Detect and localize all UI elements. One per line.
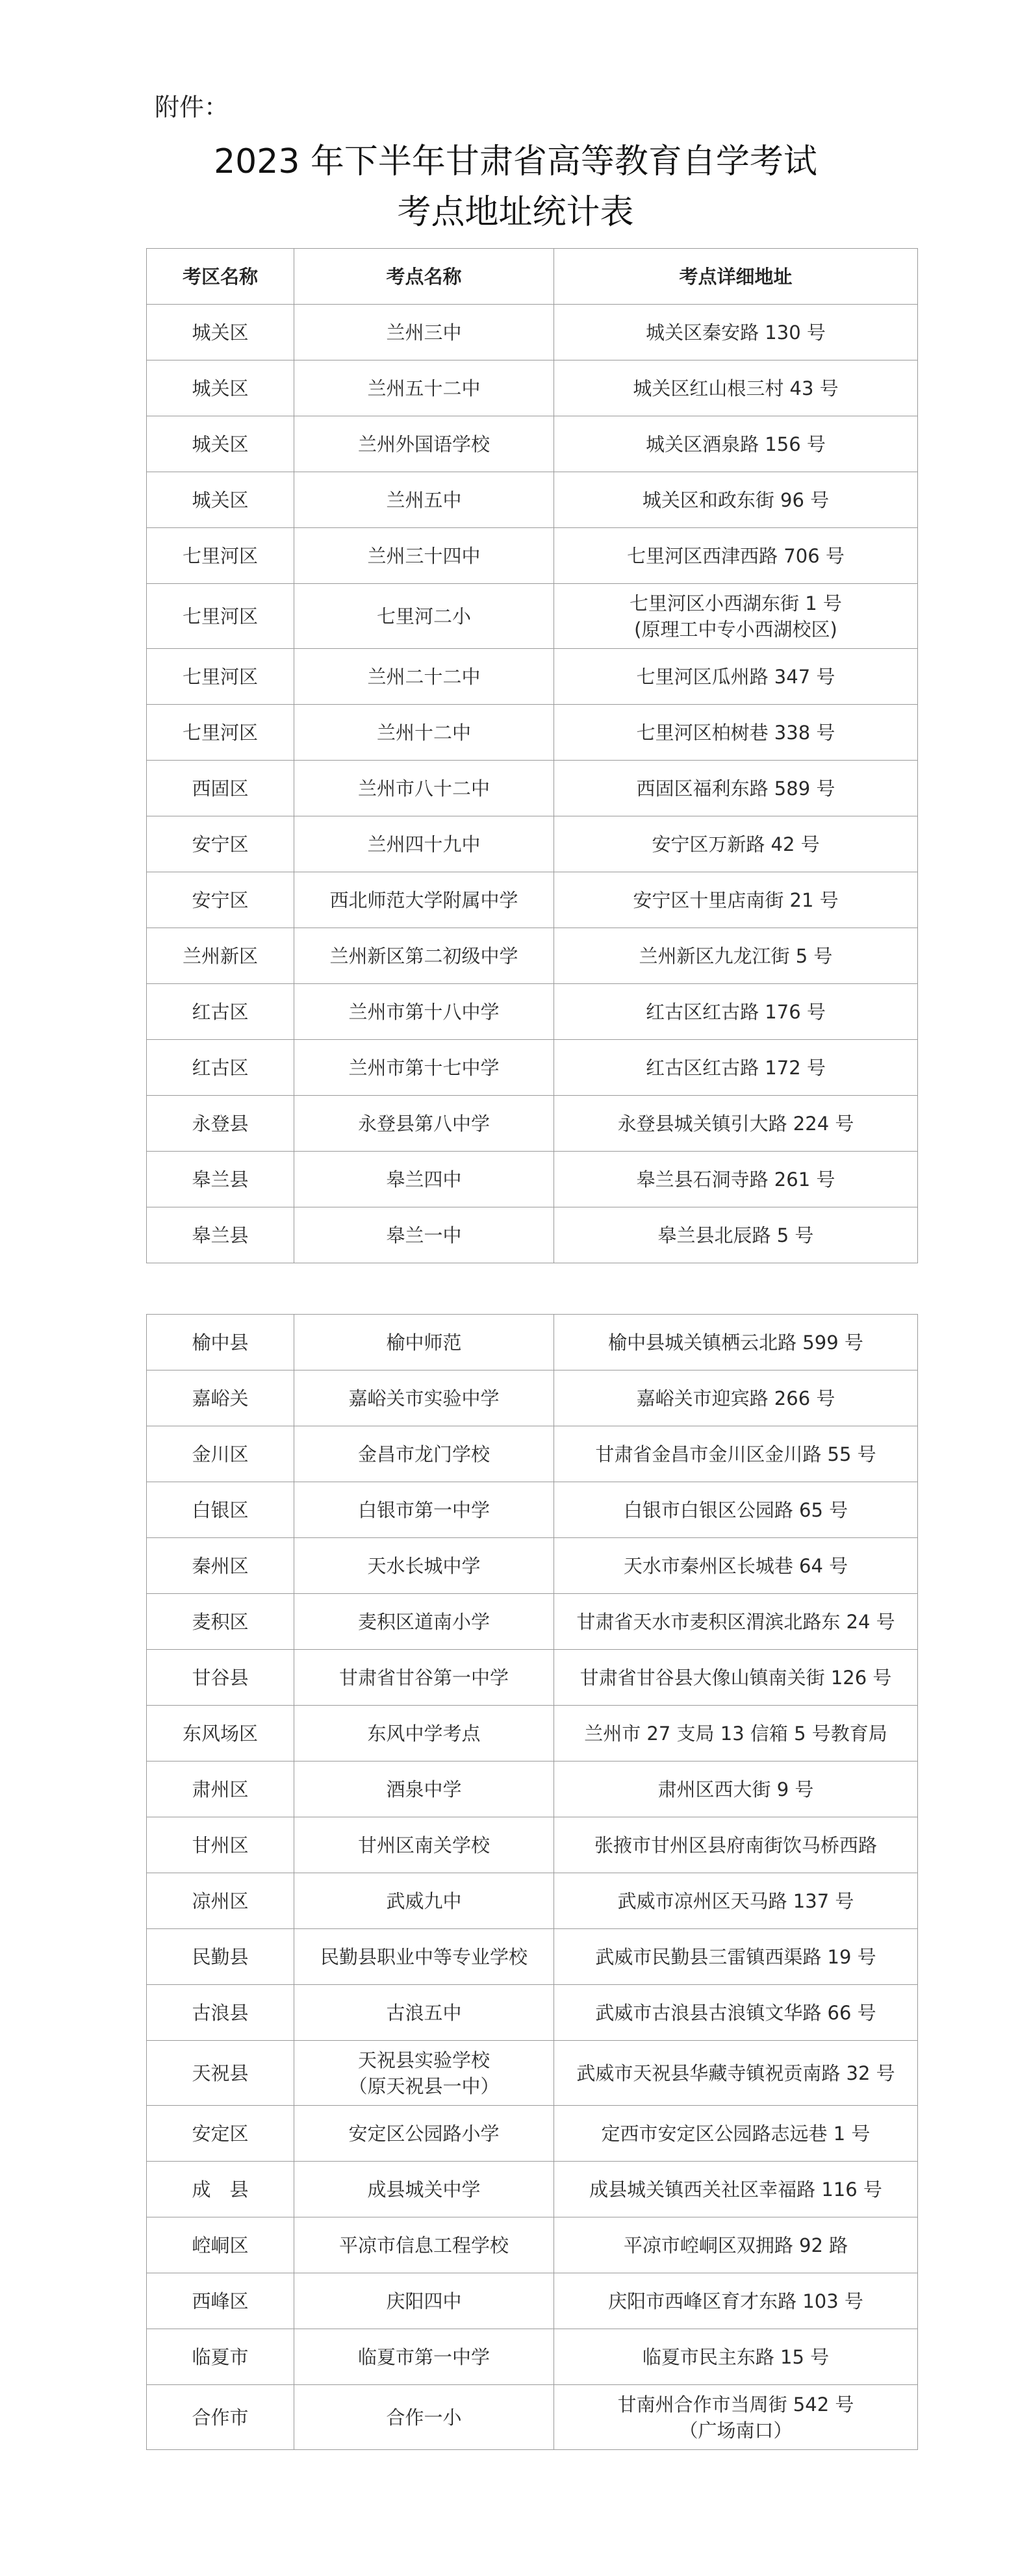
site-cell-line: 安定区公园路小学 — [348, 2122, 500, 2145]
table-row — [147, 1315, 918, 1370]
site-cell — [294, 1370, 554, 1426]
address-cell-line: 武威市天祝县华藏寺镇祝贡南路 32 号 — [576, 2062, 895, 2084]
district-cell: 金川区 — [147, 1426, 294, 1482]
site-cell-line: 兰州市八十二中 — [357, 777, 490, 800]
address-cell-line: 甘南州合作市当周街 542 号 — [617, 2393, 854, 2416]
site-cell — [294, 1152, 554, 1207]
exam-site-table-2 — [146, 1314, 918, 2450]
site-cell-line: 酒泉中学 — [386, 1778, 462, 1800]
site-cell-line: 武威九中 — [386, 1889, 462, 1912]
table-row — [147, 416, 918, 472]
address-cell — [554, 360, 918, 416]
site-cell — [294, 1817, 554, 1873]
address-cell — [554, 1650, 918, 1706]
table-row — [147, 649, 918, 705]
address-cell — [554, 1207, 918, 1263]
address-cell-line: 安宁区十里店南街 21 号 — [633, 889, 839, 911]
site-cell — [294, 1873, 554, 1929]
address-cell — [554, 1706, 918, 1762]
site-cell-line: 平凉市信息工程学校 — [338, 2234, 509, 2256]
site-cell — [294, 1538, 554, 1594]
site-cell-line: 永登县第八中学 — [357, 1112, 490, 1135]
table-row — [147, 1985, 918, 2041]
address-cell-line: 成县城关镇西关社区幸福路 116 号 — [589, 2178, 882, 2201]
table-row — [147, 2162, 918, 2217]
table-row — [147, 1538, 918, 1594]
address-cell-line: （广场南口） — [679, 2419, 793, 2442]
site-cell-line: 古浪五中 — [386, 2001, 462, 2024]
table-row — [147, 2106, 918, 2162]
site-cell-line: 合作一小 — [386, 2406, 462, 2429]
table-row — [147, 1207, 918, 1263]
attachment-label: 附件： — [155, 93, 229, 121]
site-cell — [294, 1594, 554, 1650]
site-cell-line: 兰州市第十七中学 — [348, 1056, 500, 1079]
district-cell: 成 县 — [147, 2162, 294, 2217]
district-cell: 古浪县 — [147, 1985, 294, 2041]
address-cell — [554, 1985, 918, 2041]
address-cell-line: 七里河区西津西路 706 号 — [627, 544, 845, 567]
address-cell — [554, 816, 918, 872]
table-row — [147, 2385, 918, 2450]
site-cell — [294, 1929, 554, 1985]
table-row — [147, 761, 918, 816]
district-cell: 七里河区 — [147, 528, 294, 584]
address-cell — [554, 1152, 918, 1207]
site-cell — [294, 2385, 554, 2450]
table-row — [147, 816, 918, 872]
address-cell-line: 肃州区西大街 9 号 — [657, 1778, 814, 1800]
table-row — [147, 528, 918, 584]
address-cell-line: 天水市秦州区长城巷 64 号 — [623, 1554, 848, 1577]
district-cell: 天祝县 — [147, 2041, 294, 2106]
address-cell — [554, 2106, 918, 2162]
address-cell-line: 甘肃省甘谷县大像山镇南关街 126 号 — [579, 1666, 892, 1689]
district-cell: 兰州新区 — [147, 928, 294, 984]
table-row — [147, 1040, 918, 1096]
district-cell: 红古区 — [147, 1040, 294, 1096]
district-cell: 榆中县 — [147, 1315, 294, 1370]
site-cell — [294, 705, 554, 761]
site-cell-line: 金昌市龙门学校 — [357, 1443, 490, 1465]
table-row — [147, 2273, 918, 2329]
address-cell — [554, 1482, 918, 1538]
site-cell — [294, 984, 554, 1040]
address-cell-line: 七里河区小西湖东街 1 号 — [630, 592, 842, 614]
address-cell — [554, 1040, 918, 1096]
address-cell — [554, 1538, 918, 1594]
address-cell-line: 甘肃省金昌市金川区金川路 55 号 — [595, 1443, 876, 1465]
site-cell — [294, 2273, 554, 2329]
table-row — [147, 584, 918, 649]
address-cell — [554, 2273, 918, 2329]
district-cell: 七里河区 — [147, 705, 294, 761]
site-cell — [294, 528, 554, 584]
table-row — [147, 2041, 918, 2106]
site-cell-line: 兰州三十四中 — [367, 544, 481, 567]
table-row — [147, 360, 918, 416]
address-cell-line: 武威市古浪县古浪镇文华路 66 号 — [595, 2001, 876, 2024]
table-row — [147, 872, 918, 928]
district-cell: 皋兰县 — [147, 1152, 294, 1207]
site-cell-line: 天祝县实验学校 — [357, 2049, 490, 2071]
site-cell-line: 兰州五十二中 — [367, 377, 481, 399]
address-cell — [554, 528, 918, 584]
site-cell-line: 兰州二十二中 — [367, 665, 481, 688]
address-cell — [554, 416, 918, 472]
address-cell-line: 榆中县城关镇栖云北路 599 号 — [608, 1331, 863, 1354]
address-cell-line: 永登县城关镇引大路 224 号 — [617, 1112, 854, 1135]
site-cell — [294, 2217, 554, 2273]
address-cell-line: 城关区酒泉路 156 号 — [646, 433, 826, 455]
header-district: 考区名称 — [147, 249, 294, 305]
table-row — [147, 472, 918, 528]
address-cell-line: 定西市安定区公园路志远巷 1 号 — [601, 2122, 871, 2145]
table-row — [147, 984, 918, 1040]
table-row — [147, 1096, 918, 1152]
address-cell-line: 武威市凉州区天马路 137 号 — [617, 1889, 854, 1912]
table-row — [147, 1762, 918, 1817]
table-row — [147, 1594, 918, 1650]
site-cell — [294, 360, 554, 416]
site-cell — [294, 761, 554, 816]
table-header-row — [147, 249, 918, 305]
site-cell — [294, 1706, 554, 1762]
address-cell — [554, 1817, 918, 1873]
address-cell-line: 甘肃省天水市麦积区渭滨北路东 24 号 — [576, 1610, 895, 1633]
site-cell — [294, 1482, 554, 1538]
site-cell — [294, 2329, 554, 2385]
address-cell — [554, 1315, 918, 1370]
address-cell-line: 兰州新区九龙江街 5 号 — [639, 944, 833, 967]
document-title: 2023 年下半年甘肃省高等教育自学考试 — [214, 142, 817, 181]
table-row — [147, 305, 918, 360]
address-cell — [554, 584, 918, 649]
site-cell-line: 麦积区道南小学 — [357, 1610, 490, 1633]
site-cell-line: 兰州十二中 — [376, 721, 471, 744]
site-cell — [294, 649, 554, 705]
address-cell-line: 皋兰县石洞寺路 261 号 — [636, 1168, 835, 1191]
address-cell — [554, 2041, 918, 2106]
site-cell — [294, 1207, 554, 1263]
address-cell-line: 武威市民勤县三雷镇西渠路 19 号 — [595, 1945, 876, 1968]
district-cell: 安定区 — [147, 2106, 294, 2162]
district-cell: 甘州区 — [147, 1817, 294, 1873]
table-row — [147, 1873, 918, 1929]
address-cell — [554, 1929, 918, 1985]
address-cell — [554, 2329, 918, 2385]
site-cell-line: 西北师范大学附属中学 — [329, 889, 518, 911]
district-cell: 崆峒区 — [147, 2217, 294, 2273]
site-cell — [294, 416, 554, 472]
site-cell — [294, 2041, 554, 2106]
address-cell-line: 嘉峪关市迎宾路 266 号 — [636, 1387, 835, 1409]
address-cell — [554, 872, 918, 928]
site-cell-line: 榆中师范 — [386, 1331, 462, 1354]
district-cell: 红古区 — [147, 984, 294, 1040]
district-cell: 麦积区 — [147, 1594, 294, 1650]
site-cell-line: 成县城关中学 — [367, 2178, 481, 2201]
address-cell-line: 庆阳市西峰区育才东路 103 号 — [608, 2290, 863, 2312]
address-cell — [554, 2162, 918, 2217]
table-row — [147, 1929, 918, 1985]
table-row — [147, 1426, 918, 1482]
district-cell: 东风场区 — [147, 1706, 294, 1762]
site-cell-line: 皋兰四中 — [386, 1168, 462, 1191]
site-cell-line: 庆阳四中 — [386, 2290, 462, 2312]
district-cell: 七里河区 — [147, 584, 294, 649]
site-cell-line: （原天祝县一中） — [348, 2075, 500, 2097]
address-cell-line: 临夏市民主东路 15 号 — [642, 2345, 830, 2368]
table-row — [147, 928, 918, 984]
address-cell-line: 皋兰县北辰路 5 号 — [657, 1224, 814, 1246]
address-cell — [554, 1762, 918, 1817]
district-cell: 秦州区 — [147, 1538, 294, 1594]
site-cell-line: 兰州五中 — [386, 488, 462, 511]
district-cell: 凉州区 — [147, 1873, 294, 1929]
site-cell-line: 临夏市第一中学 — [357, 2345, 490, 2368]
address-cell — [554, 305, 918, 360]
table-row — [147, 1482, 918, 1538]
site-cell — [294, 1315, 554, 1370]
table-row — [147, 1650, 918, 1706]
address-cell-line: 兰州市 27 支局 13 信箱 5 号教育局 — [584, 1722, 887, 1745]
address-cell — [554, 2385, 918, 2450]
district-cell: 安宁区 — [147, 872, 294, 928]
table-row — [147, 2217, 918, 2273]
address-cell — [554, 928, 918, 984]
site-cell-line: 七里河二小 — [376, 605, 471, 627]
site-cell-line: 兰州市第十八中学 — [348, 1000, 500, 1023]
district-cell: 城关区 — [147, 360, 294, 416]
site-cell — [294, 1426, 554, 1482]
address-cell-line: 城关区秦安路 130 号 — [646, 321, 826, 344]
address-cell — [554, 705, 918, 761]
address-cell — [554, 2217, 918, 2273]
address-cell — [554, 472, 918, 528]
address-cell — [554, 1873, 918, 1929]
site-cell — [294, 872, 554, 928]
district-cell: 甘谷县 — [147, 1650, 294, 1706]
address-cell — [554, 1594, 918, 1650]
address-cell-line: 平凉市崆峒区双拥路 92 路 — [623, 2234, 848, 2256]
site-cell — [294, 584, 554, 649]
address-cell — [554, 1370, 918, 1426]
address-cell-line: 安宁区万新路 42 号 — [652, 833, 820, 855]
district-cell: 合作市 — [147, 2385, 294, 2450]
table-row — [147, 1817, 918, 1873]
district-cell: 嘉峪关 — [147, 1370, 294, 1426]
address-cell-line: 红古区红古路 172 号 — [646, 1056, 826, 1079]
address-cell-line: 七里河区瓜州路 347 号 — [636, 665, 835, 688]
district-cell: 西固区 — [147, 761, 294, 816]
address-cell-line: 张掖市甘州区县府南街饮马桥西路 — [594, 1834, 877, 1856]
site-cell-line: 皋兰一中 — [386, 1224, 462, 1246]
table-row — [147, 1370, 918, 1426]
site-cell — [294, 1985, 554, 2041]
site-cell — [294, 1650, 554, 1706]
site-cell-line: 白银市第一中学 — [357, 1498, 490, 1521]
site-cell-line: 甘肃省甘谷第一中学 — [338, 1666, 509, 1689]
site-cell-line: 天水长城中学 — [367, 1554, 481, 1577]
site-cell-line: 嘉峪关市实验中学 — [348, 1387, 500, 1409]
district-cell: 七里河区 — [147, 649, 294, 705]
table-row — [147, 705, 918, 761]
district-cell: 民勤县 — [147, 1929, 294, 1985]
address-cell — [554, 649, 918, 705]
district-cell: 皋兰县 — [147, 1207, 294, 1263]
district-cell: 白银区 — [147, 1482, 294, 1538]
header-address: 考点详细地址 — [554, 249, 918, 305]
site-cell-line: 兰州新区第二初级中学 — [329, 944, 518, 967]
table-row — [147, 2329, 918, 2385]
address-cell-line: 七里河区柏树巷 338 号 — [636, 721, 835, 744]
site-cell-line: 东风中学考点 — [367, 1722, 481, 1745]
district-cell: 临夏市 — [147, 2329, 294, 2385]
site-cell — [294, 2106, 554, 2162]
site-cell — [294, 1762, 554, 1817]
district-cell: 西峰区 — [147, 2273, 294, 2329]
address-cell-line: 城关区和政东街 96 号 — [642, 488, 830, 511]
site-cell-line: 兰州外国语学校 — [357, 433, 490, 455]
site-cell — [294, 928, 554, 984]
site-cell-line: 甘州区南关学校 — [357, 1834, 490, 1856]
site-cell — [294, 816, 554, 872]
exam-site-table-1 — [146, 248, 918, 1263]
address-cell-line: 红古区红古路 176 号 — [646, 1000, 826, 1023]
district-cell: 安宁区 — [147, 816, 294, 872]
document-subtitle: 考点地址统计表 — [397, 193, 634, 232]
site-cell — [294, 1096, 554, 1152]
address-cell — [554, 984, 918, 1040]
address-cell-line: 白银市白银区公园路 65 号 — [623, 1498, 848, 1521]
site-cell-line: 兰州四十九中 — [367, 833, 481, 855]
address-cell — [554, 1426, 918, 1482]
table-row — [147, 1152, 918, 1207]
header-site: 考点名称 — [294, 249, 554, 305]
address-cell-line: (原理工中专小西湖校区) — [634, 618, 837, 640]
district-cell: 肃州区 — [147, 1762, 294, 1817]
address-cell-line: 城关区红山根三村 43 号 — [633, 377, 839, 399]
address-cell — [554, 761, 918, 816]
site-cell-line: 民勤县职业中等专业学校 — [320, 1945, 528, 1968]
site-cell — [294, 1040, 554, 1096]
address-cell-line: 西固区福利东路 589 号 — [636, 777, 835, 800]
site-cell-line: 兰州三中 — [386, 321, 462, 344]
district-cell: 永登县 — [147, 1096, 294, 1152]
site-cell — [294, 472, 554, 528]
district-cell: 城关区 — [147, 472, 294, 528]
site-cell — [294, 2162, 554, 2217]
address-cell — [554, 1096, 918, 1152]
table-row — [147, 1706, 918, 1762]
district-cell: 城关区 — [147, 305, 294, 360]
site-cell — [294, 305, 554, 360]
district-cell: 城关区 — [147, 416, 294, 472]
